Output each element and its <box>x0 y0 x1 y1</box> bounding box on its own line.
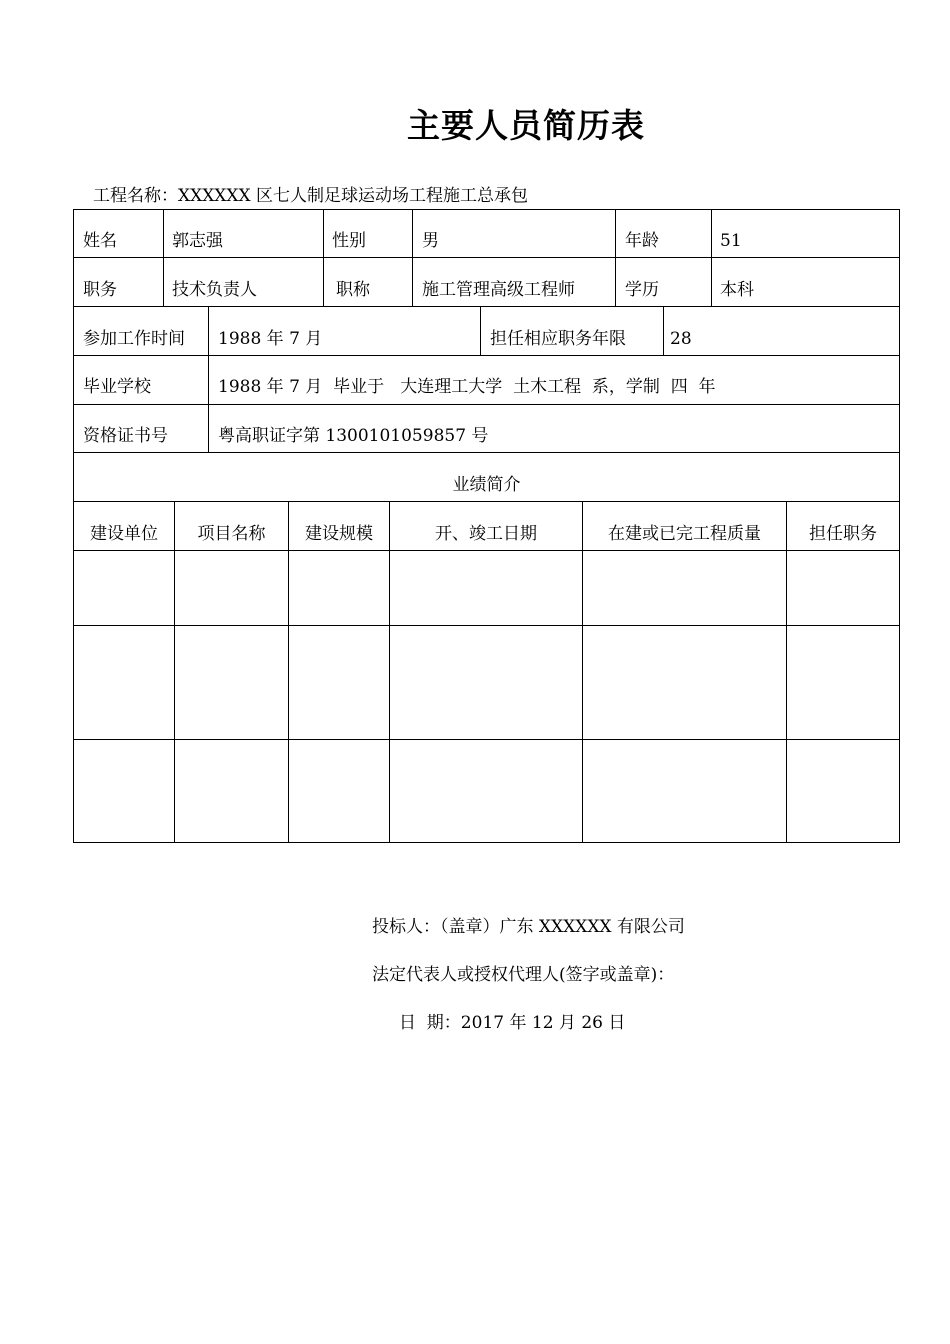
table-row <box>74 740 899 841</box>
column-header-scale: 建设规模 <box>305 524 373 544</box>
work-start-value: 1988 年 7 月 <box>218 329 323 349</box>
education-label: 学历 <box>625 280 659 300</box>
table-row <box>74 551 899 625</box>
column-header-client: 建设单位 <box>90 524 158 544</box>
table-row <box>74 626 899 739</box>
document-title: 主要人员简历表 <box>407 106 645 145</box>
bidder-line: 投标人：（盖章）广东 XXXXXX 有限公司 <box>372 917 685 937</box>
position-years-value: 28 <box>670 329 692 349</box>
professional-title-value: 施工管理高级工程师 <box>422 280 575 300</box>
position-label: 职务 <box>83 280 117 300</box>
certificate-label: 资格证书号 <box>83 426 168 446</box>
education-value: 本科 <box>720 280 754 300</box>
project-name-line: 工程名称：XXXXXX 区七人制足球运动场工程施工总承包 <box>93 186 529 206</box>
position-value: 技术负责人 <box>172 280 257 300</box>
gender-value: 男 <box>422 231 439 251</box>
professional-title-label: 职称 <box>336 280 370 300</box>
work-start-label: 参加工作时间 <box>83 329 185 349</box>
column-header-project: 项目名称 <box>197 524 266 544</box>
school-label: 毕业学校 <box>83 377 151 397</box>
school-value: 1988 年 7 月 毕业于 大连理工大学 土木工程 系，学制 四 年 <box>218 377 716 397</box>
age-value: 51 <box>720 231 742 251</box>
column-header-role: 担任职务 <box>809 524 877 544</box>
age-label: 年龄 <box>625 231 659 251</box>
certificate-value: 粤高职证字第 1300101059857 号 <box>218 426 489 446</box>
name-value: 郭志强 <box>172 231 223 251</box>
column-header-dates: 开、竣工日期 <box>435 524 537 544</box>
column-header-quality: 在建或已完工程质量 <box>608 524 761 544</box>
representative-line: 法定代表人或授权代理人(签字或盖章)： <box>372 965 675 985</box>
position-years-label: 担任相应职务年限 <box>490 329 626 349</box>
name-label: 姓名 <box>83 231 117 251</box>
gender-label: 性别 <box>332 231 366 251</box>
date-line: 日 期：2017 年 12 月 26 日 <box>399 1013 626 1033</box>
resume-table <box>73 209 900 843</box>
achievements-header: 业绩简介 <box>452 475 521 495</box>
